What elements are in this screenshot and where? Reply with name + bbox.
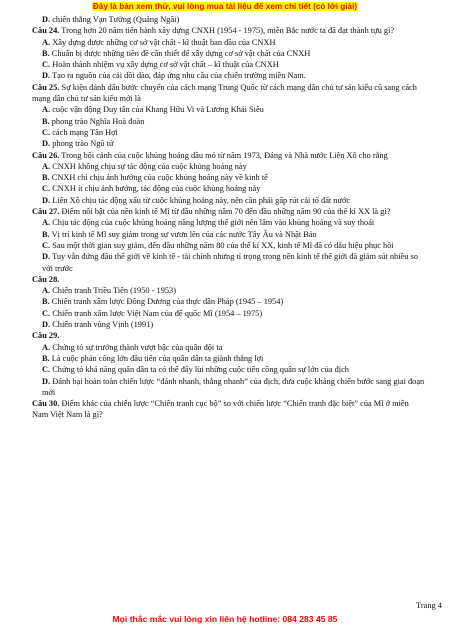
question-stem: Câu 28. [32,274,60,284]
question-stem: Câu 29. [32,331,60,341]
question-stem: Câu 26. Trong bối cảnh của cuộc khủng hoảng dầu mỏ từ năm 1973, Đảng và Nhà nước Liên Xô cho rằng [32,150,388,160]
answer-option: D. Liên Xô chịu tác động xấu từ cuộc khủng hoảng này, nên cần phải gấp rút cải tổ đất nước [42,195,351,205]
question-list [32,14,427,421]
answer-option: D. chiến thắng Vạn Tường (Quảng Ngãi) [42,15,180,24]
footer-banner: Mọi thắc mắc vui lòng xin liên hệ hotline: 084 283 45 85 [112,614,338,624]
question-stem: Câu 24. Trong hơn 20 năm tiến hành xây dựng CNXH (1954 - 1975), miền Bắc nước ta đã đạt thành tựu gì? [32,26,395,36]
answer-option: D. phong trào Ngũ tứ [42,139,114,149]
answer-option: B. phong trào Nghĩa Hoà đoàn [42,116,145,126]
header-banner: Đây là bản xem thử, vui lòng mua tài liệu để xem chi tiết (có lời giải) [92,2,358,11]
answer-option: C. cách mạng Tân Hợi [42,127,118,137]
answer-option: D. Tuy vẫn đứng đầu thế giới về kinh tế - tài chính nhưng tỉ trọng trong nền kinh tế thế giới đã giảm sút nhiều so với trước [42,252,418,273]
answer-option: C. Chứng tỏ khả năng quân dân ta có thể đẩy lùi những cuộc tiến công quân sự lớn của địch [42,365,349,375]
answer-option: A. Chịu tác động của cuộc khủng hoảng năng lượng thế giới nên lâm vào khủng hoảng và suy thoái [42,218,375,228]
question-stem: Câu 27. Điểm nổi bật của nền kinh tế Mĩ từ đầu những năm 70 đến đầu những năm 90 của thế kỉ XX là gì? [32,207,391,217]
answer-option: C. Sau một thời gian suy giảm, đến đầu những năm 80 của thế kỉ XX, kinh tế Mĩ đã có dấu hiệu phục hồi [42,240,394,250]
answer-option: C. Chiến tranh xâm lược Việt Nam của đế quốc Mĩ (1954 – 1975) [42,308,263,318]
question-stem: Câu 25. Sự kiện đánh dấu bước chuyển của cách mạng Trung Quốc từ cách mạng dân chủ tư sản kiểu cũ sang cách mạng dân chủ tư sản kiểu mới là [32,82,417,104]
answer-option: A. CNXH không chịu sự tác động của cuộc khủng hoảng này [42,161,247,171]
question-stem: Câu 30. Điểm khác của chiến lược “Chiến tranh cục bộ” so với chiến lược “Chiến tranh đặc biệt” của Mĩ ở miền Nam Việt Nam là gì? [32,399,409,420]
answer-option: A. Xây dựng được những cơ sở vật chất - kĩ thuật ban đầu của CNXH [42,37,276,47]
answer-option: B. Chuẩn bị được những tiền đề cần thiết để xây dựng cơ sở vật chất của CNXH [42,48,311,58]
answer-option: C. Hoàn thành nhiệm vụ xây dựng cơ sở vật chất – kĩ thuật của CNXH [42,60,279,70]
page-number: Trang 4 [416,601,442,610]
answer-option: A. Chứng tỏ sự trưởng thành vượt bậc của quân đội ta [42,342,223,352]
answer-option: B. Là cuộc phản công lớn đầu tiên của quân dân ta giành thắng lợi [42,353,264,363]
answer-option: B. CNXH chỉ chịu ảnh hưởng của cuộc khủng hoảng này về kinh tế [42,173,268,183]
answer-option: D. Chiến tranh vùng Vịnh (1991) [42,320,154,330]
answer-option: D. Tạo ra nguồn của cải dồi dào, đáp ứng nhu cầu của chiến trường miền Nam. [42,71,306,81]
answer-option: C. CNXH ít chịu ảnh hưởng, tác động của cuộc khủng hoảng này [42,184,261,194]
answer-option: A. Chiến tranh Triều Tiên (1950 - 1953) [42,286,176,296]
answer-option: A. cuộc vận động Duy tân của Khang Hữu Vi và Lương Khải Siêu [42,105,264,115]
answer-option: B. Vị trí kinh tế Mĩ suy giảm trong sự vươn lên của các nước Tây Âu và Nhật Bản [42,229,317,239]
answer-option: D. Đánh bại hoàn toàn chiến lược “đánh nhanh, thắng nhanh” của địch, đưa cuộc kháng chiến bước sang giai đoạn mới [42,376,425,397]
answer-option: B. Chiến tranh xâm lược Đông Dương của thực dân Pháp (1945 – 1954) [42,297,284,307]
